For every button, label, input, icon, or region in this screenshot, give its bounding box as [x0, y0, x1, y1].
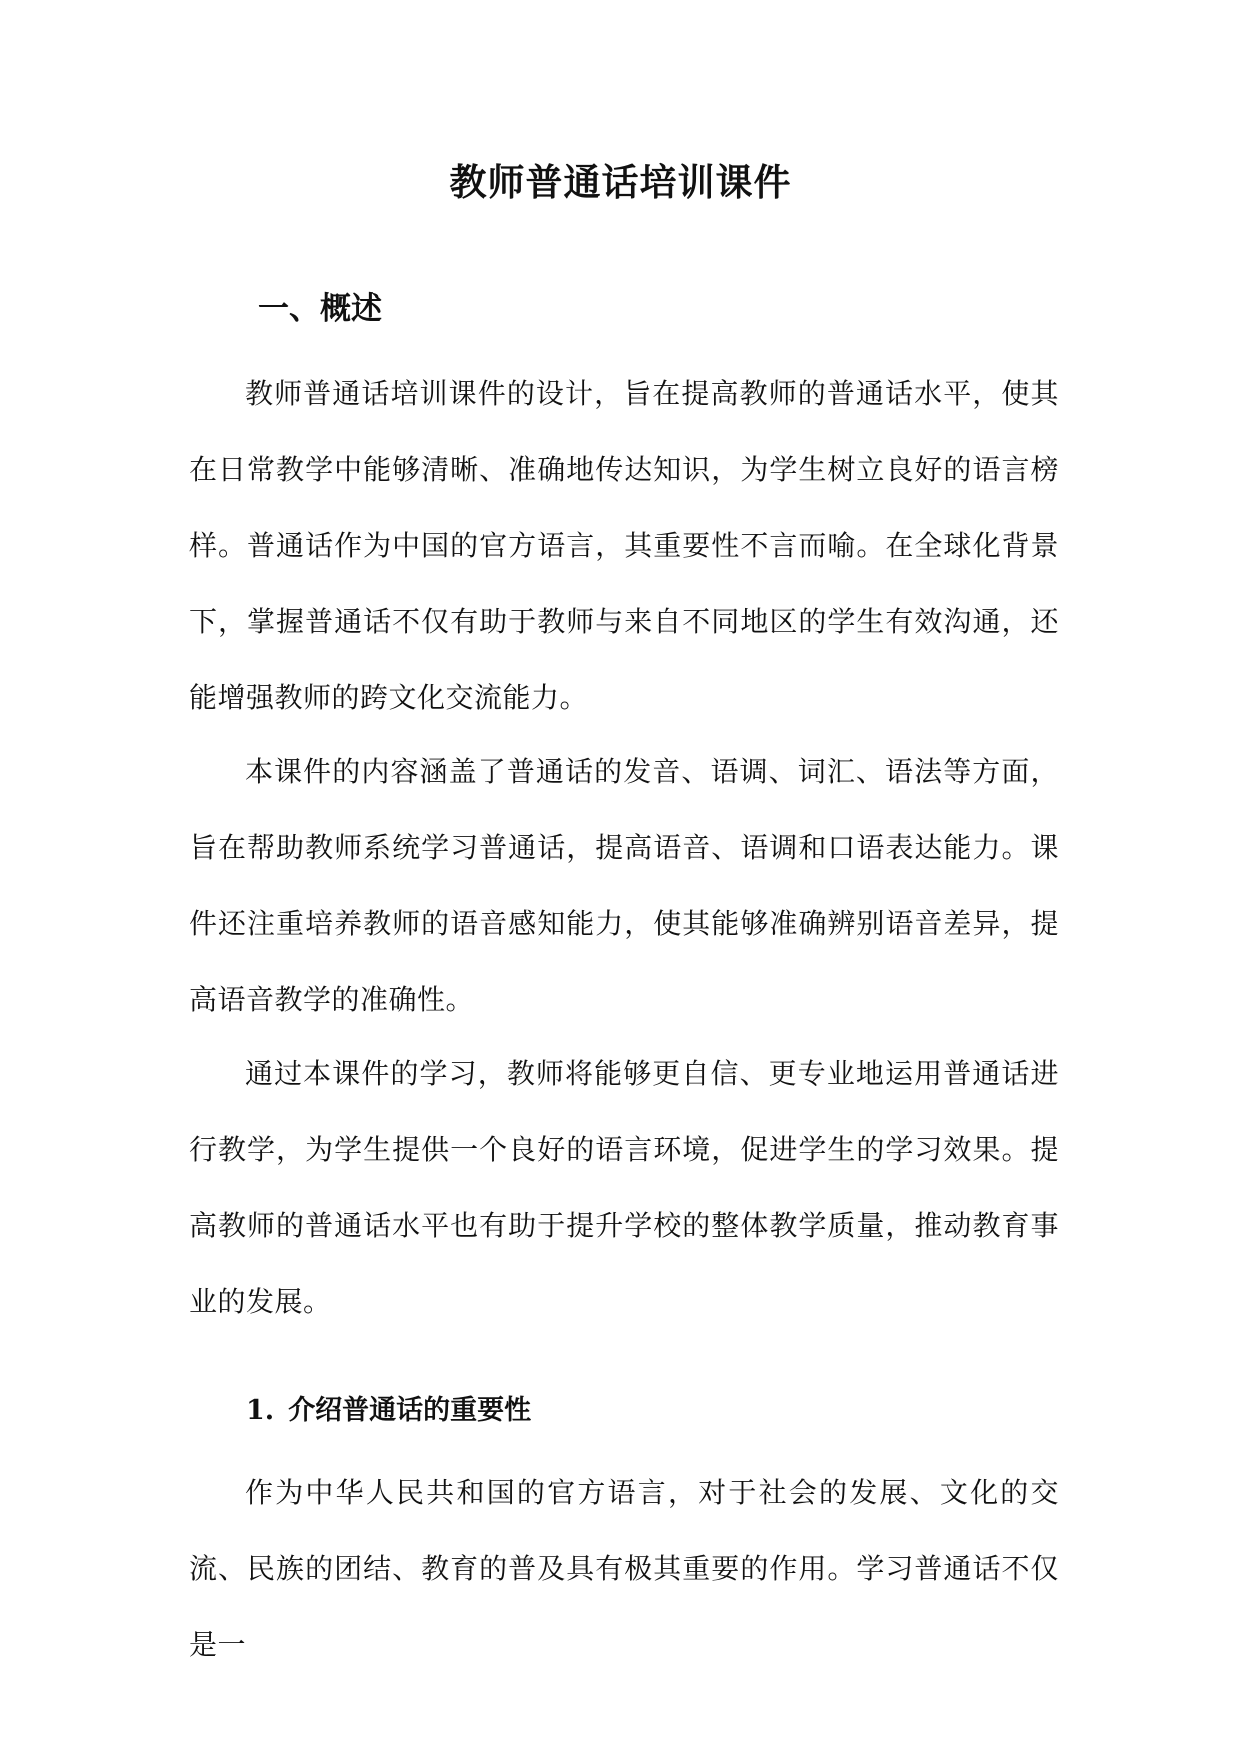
subsection-paragraph: 作为中华人民共和国的官方语言，对于社会的发展、文化的交流、民族的团结、教育的普及具有极其重要的作用。学习普通话不仅是一 — [189, 1476, 1059, 1661]
subsection-title: 介绍普通话的重要性 — [288, 1395, 532, 1426]
section-heading-overview: 一、概述 — [258, 291, 382, 327]
paragraph-1: 教师普通话培训课件的设计，旨在提高教师的普通话水平，使其在日常教学中能够清晰、准确地传达知识，为学生树立良好的语言榜样。普通话作为中国的官方语言，其重要性不言而喻。在全球化背景下，掌握普通话不仅有助于教师与来自不同地区的学生有效沟通，还能增强教师的跨文化交流能力。 — [189, 377, 1059, 714]
subsection-number: 1. — [246, 1395, 275, 1426]
document-title: 教师普通话培训课件 — [449, 160, 792, 204]
paragraph-3: 通过本课件的学习，教师将能够更自信、更专业地运用普通话进行教学，为学生提供一个良好的语言环境，促进学生的学习效果。提高教师的普通话水平也有助于提升学校的整体教学质量，推动教育事业的发展。 — [189, 1057, 1059, 1318]
subsection-heading — [246, 1388, 531, 1427]
paragraph-2: 本课件的内容涵盖了普通话的发音、语调、词汇、语法等方面，旨在帮助教师系统学习普通话，提高语音、语调和口语表达能力。课件还注重培养教师的语音感知能力，使其能够准确辨别语音差异，提高语音教学的准确性。 — [189, 755, 1059, 1016]
